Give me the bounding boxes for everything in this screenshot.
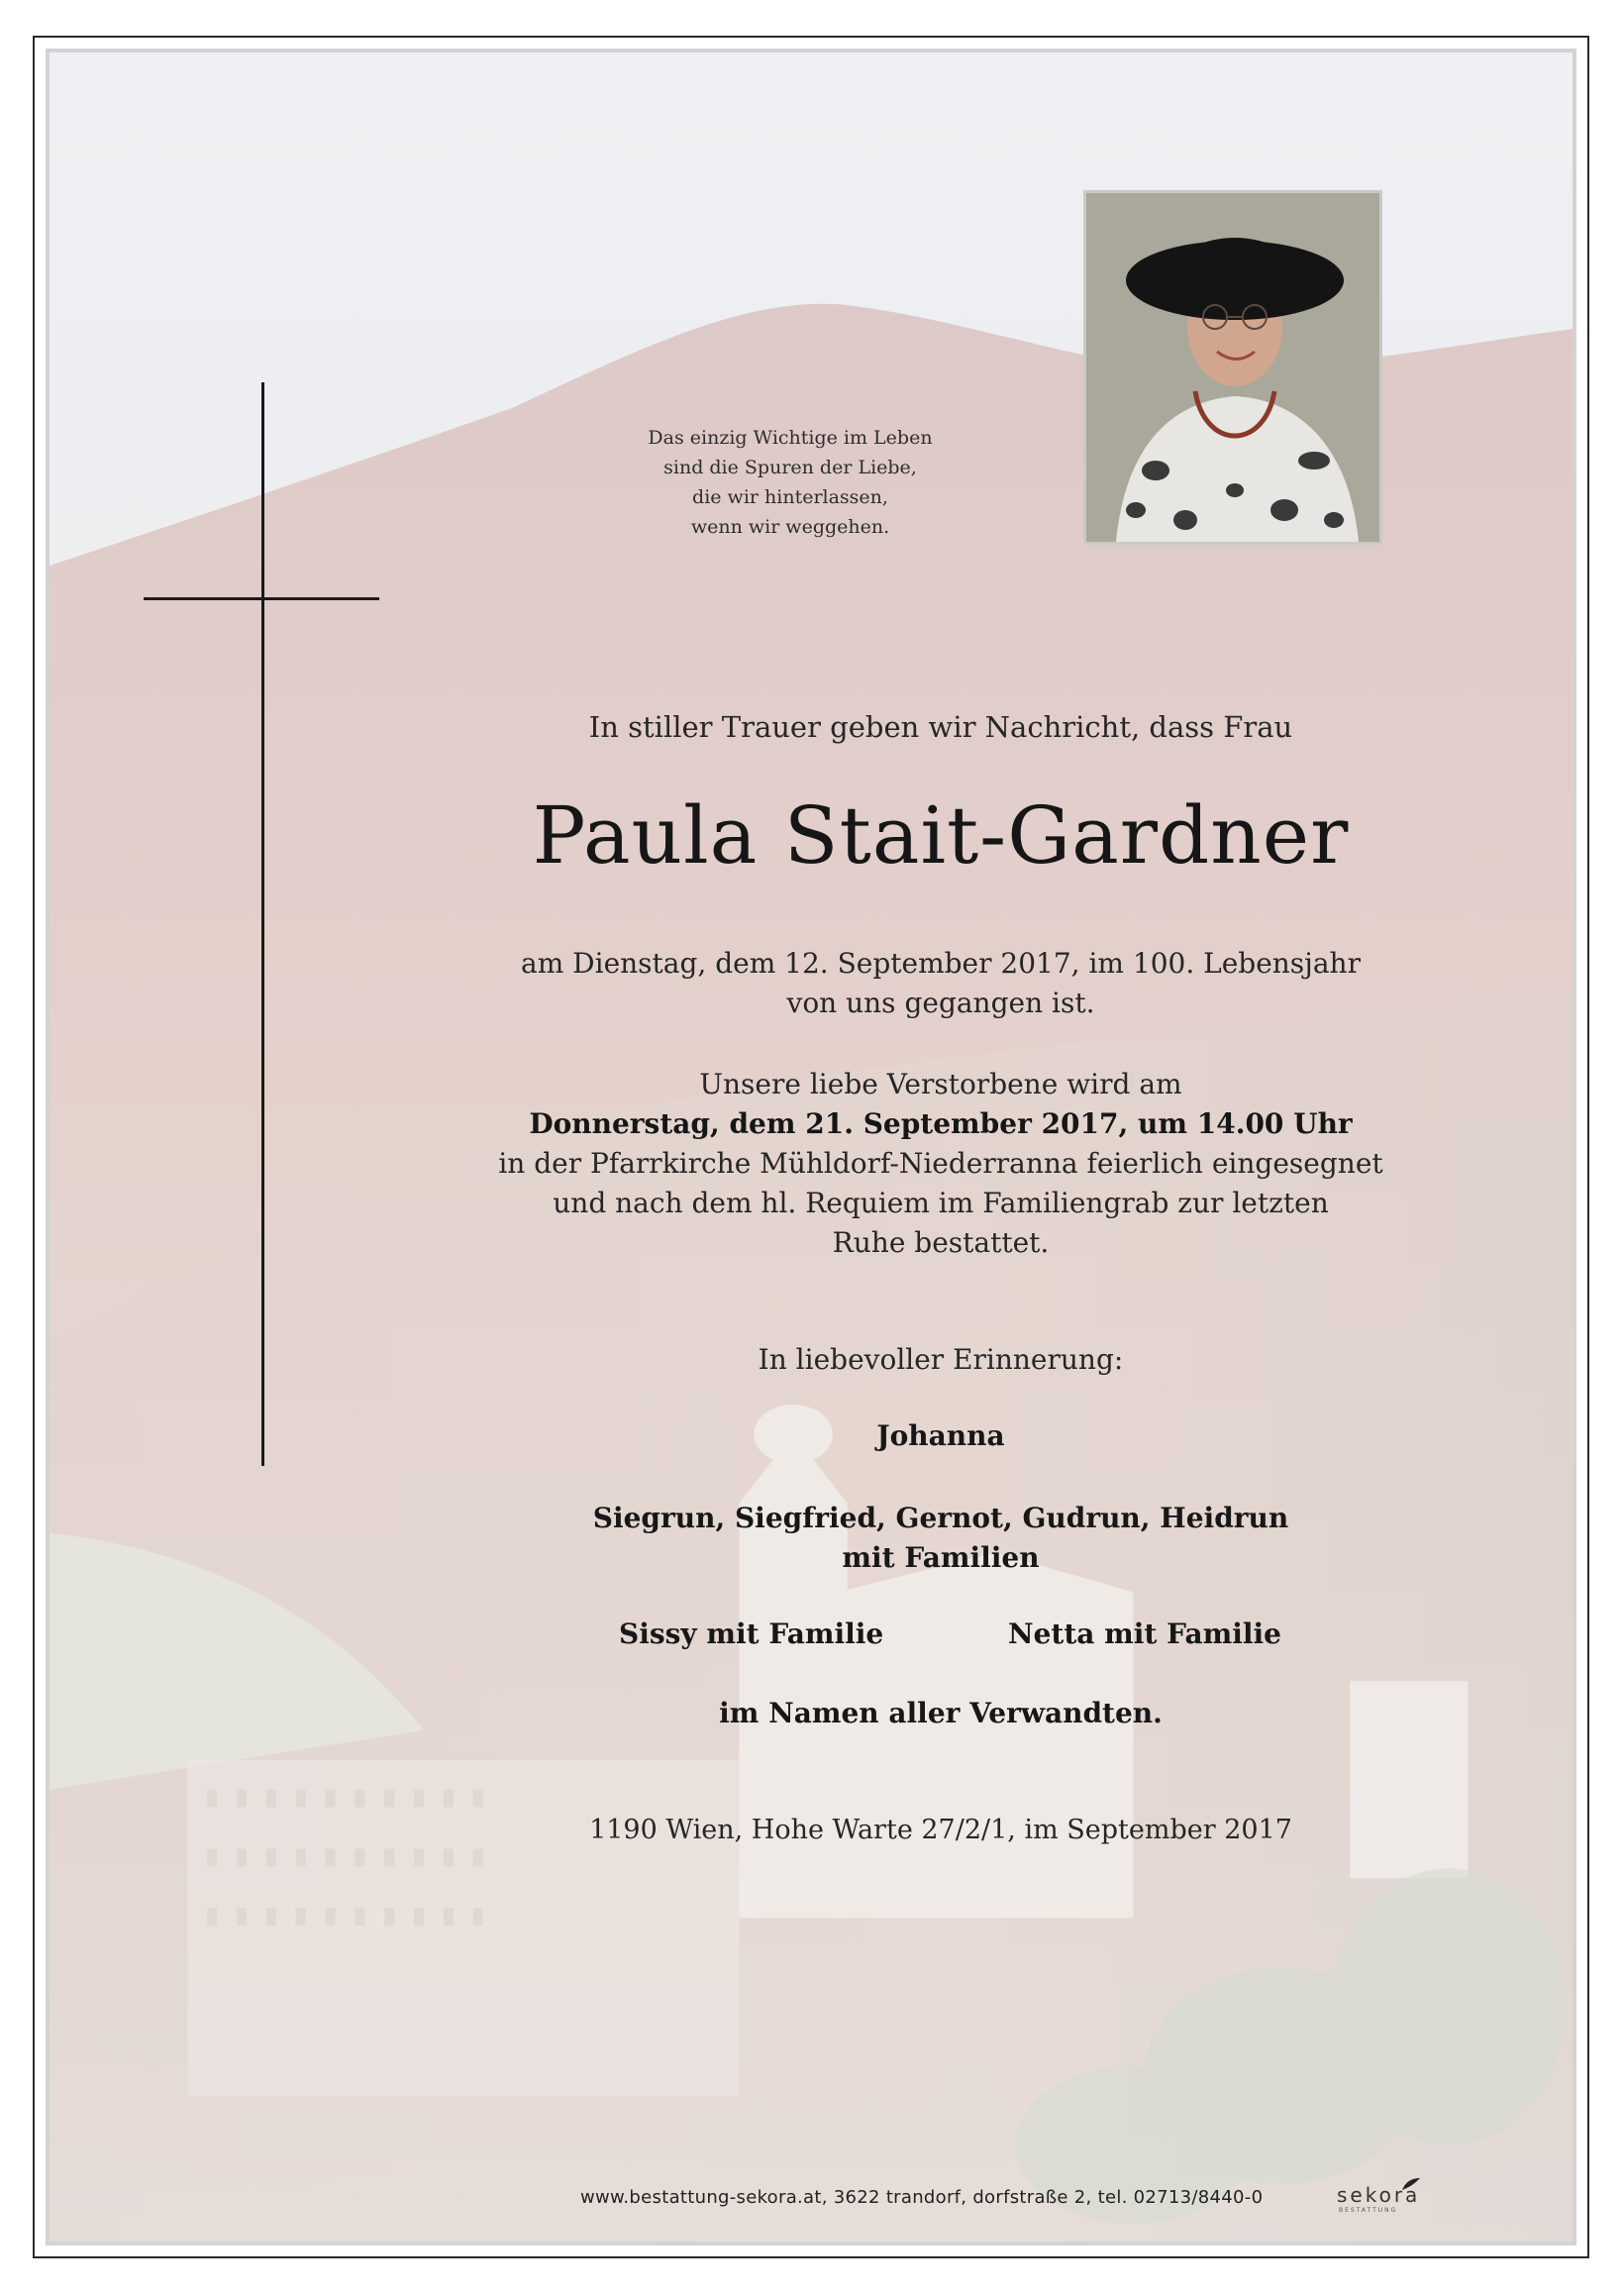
quote-line: die wir hinterlassen, xyxy=(692,486,888,508)
footer-contact: www.bestattung-sekora.at, 3622 trandorf, dorfstraße 2, tel. 02713/8440-0 xyxy=(580,2187,1264,2208)
mourner-line: mit Familien xyxy=(842,1541,1040,1574)
funeral-line: und nach dem hl. Requiem im Familiengrab zur letzten xyxy=(553,1187,1329,1219)
sekora-logo-sub: BESTATTUNG xyxy=(1339,2207,1398,2214)
memorial-quote xyxy=(612,423,968,542)
sekora-logo: sekora xyxy=(1337,2183,1421,2207)
funeral-line: in der Pfarrkirche Mühldorf-Niederranna feierlich eingesegnet xyxy=(498,1147,1383,1180)
mourner-johanna: Johanna xyxy=(876,1419,1005,1452)
portrait-photo xyxy=(1083,190,1382,545)
mourners-closing: im Namen aller Verwandten. xyxy=(719,1697,1163,1729)
deceased-name: Paula Stait-Gardner xyxy=(532,789,1350,882)
mourners-children xyxy=(465,1499,1416,1578)
quote-line: Das einzig Wichtige im Leben xyxy=(648,427,933,449)
cross-vertical-bar xyxy=(261,382,264,1466)
death-line: am Dienstag, dem 12. September 2017, im 100. Lebensjahr xyxy=(521,947,1361,980)
mourner-line: Siegrun, Siegfried, Gernot, Gudrun, Heidrun xyxy=(592,1502,1289,1534)
funeral-notice xyxy=(465,1065,1416,1263)
death-line: von uns gegangen ist. xyxy=(786,987,1095,1019)
funeral-date: Donnerstag, dem 21. September 2017, um 14.00 Uhr xyxy=(529,1107,1353,1140)
place-and-date: 1190 Wien, Hohe Warte 27/2/1, im September 2017 xyxy=(589,1815,1292,1845)
quote-line: sind die Spuren der Liebe, xyxy=(663,457,917,478)
death-notice xyxy=(465,944,1416,1023)
intro-text: In stiller Trauer geben wir Nachricht, dass Frau xyxy=(588,710,1293,744)
quote-line: wenn wir weggehen. xyxy=(690,516,890,538)
funeral-line: Ruhe bestattet. xyxy=(832,1226,1050,1259)
mourner-left: Sissy mit Familie xyxy=(619,1618,884,1650)
cross-horizontal-bar xyxy=(144,597,379,600)
mourner-right: Netta mit Familie xyxy=(1008,1618,1281,1650)
funeral-line: Unsere liebe Verstorbene wird am xyxy=(699,1068,1182,1100)
memory-heading: In liebevoller Erinnerung: xyxy=(758,1343,1124,1376)
leaf-icon xyxy=(1400,2176,1422,2196)
